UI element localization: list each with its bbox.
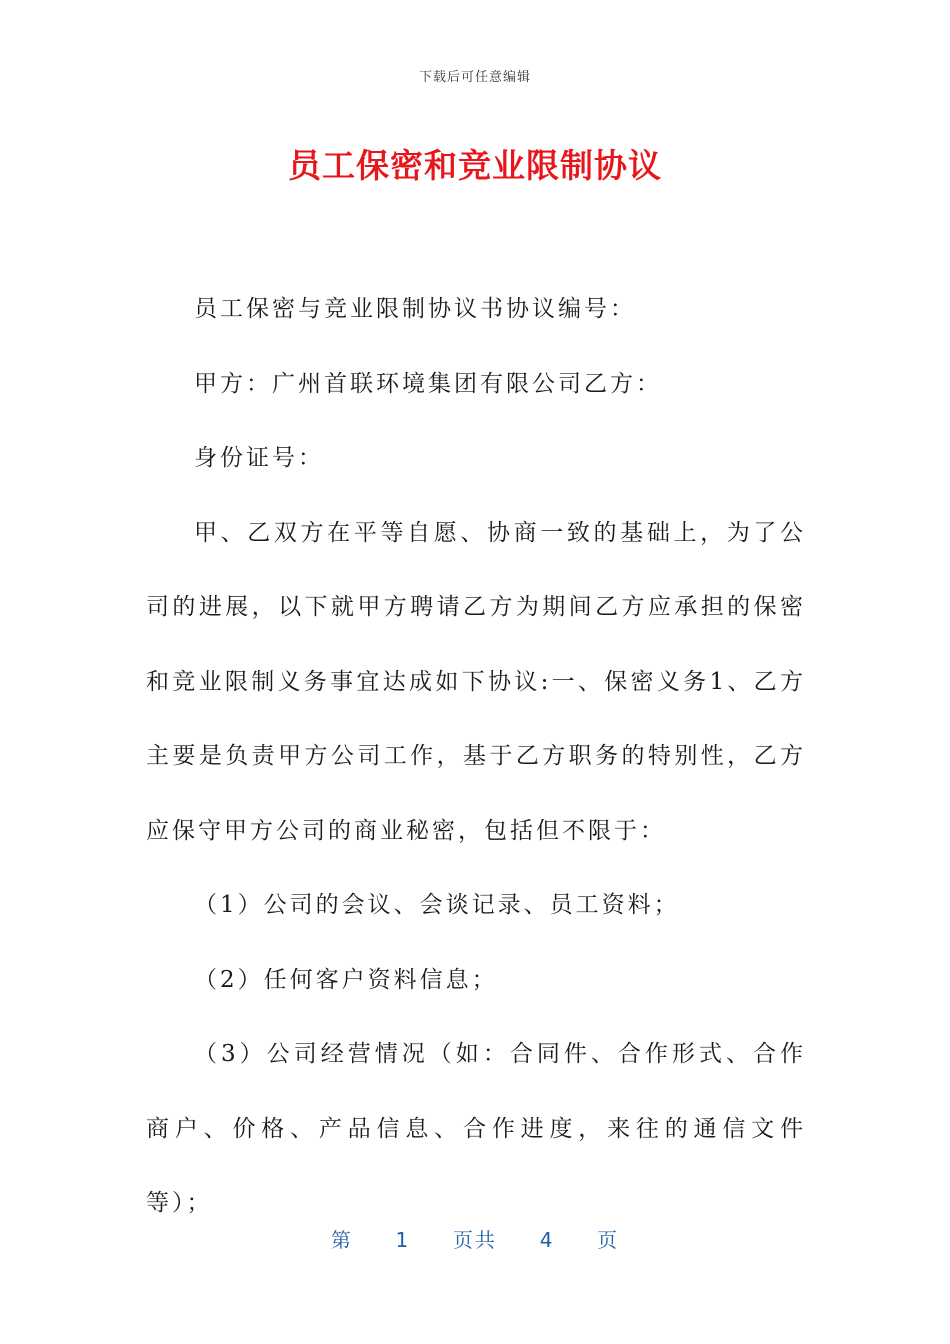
list-item-meetings: （1）公司的会议、会谈记录、员工资料； xyxy=(194,892,680,918)
document-body xyxy=(146,272,806,1241)
footer-total-pages: 4 xyxy=(539,1228,555,1252)
footer-current-page: 1 xyxy=(395,1228,411,1252)
paragraph-parties: 甲方：广州首联环境集团有限公司乙方： xyxy=(194,370,662,397)
list-item-customers: （2）任何客户资料信息； xyxy=(194,966,498,993)
paragraph-preamble: 甲、乙双方在平等自愿、协商一致的基础上，为了公司的进展，以下就甲方聘请乙方为期间乙方应承担的保密和竞业限制义务事宜达成如下协议:一、保密义务1、乙方主要是负责甲方公司工作，基于乙方职务的特别性，乙方应保守甲方公司的商业秘密，包括但不限于： xyxy=(146,519,806,844)
paragraph-agreement-number: 员工保密与竞业限制协议书协议编号： xyxy=(194,296,636,322)
footer-suffix: 页 xyxy=(597,1228,620,1252)
footer-middle: 页共 xyxy=(453,1228,497,1252)
paragraph-id-number: 身份证号： xyxy=(194,445,324,471)
footer-prefix: 第 xyxy=(330,1228,353,1252)
page-footer xyxy=(0,1224,950,1253)
page-header-note: 下载后可任意编辑 xyxy=(418,70,531,85)
list-item-operations: （3）公司经营情况（如：合同件、合作形式、合作商户、价格、产品信息、合作进度，来往的通信文件等）； xyxy=(146,1041,806,1216)
document-title: 员工保密和竞业限制协议 xyxy=(288,146,662,185)
